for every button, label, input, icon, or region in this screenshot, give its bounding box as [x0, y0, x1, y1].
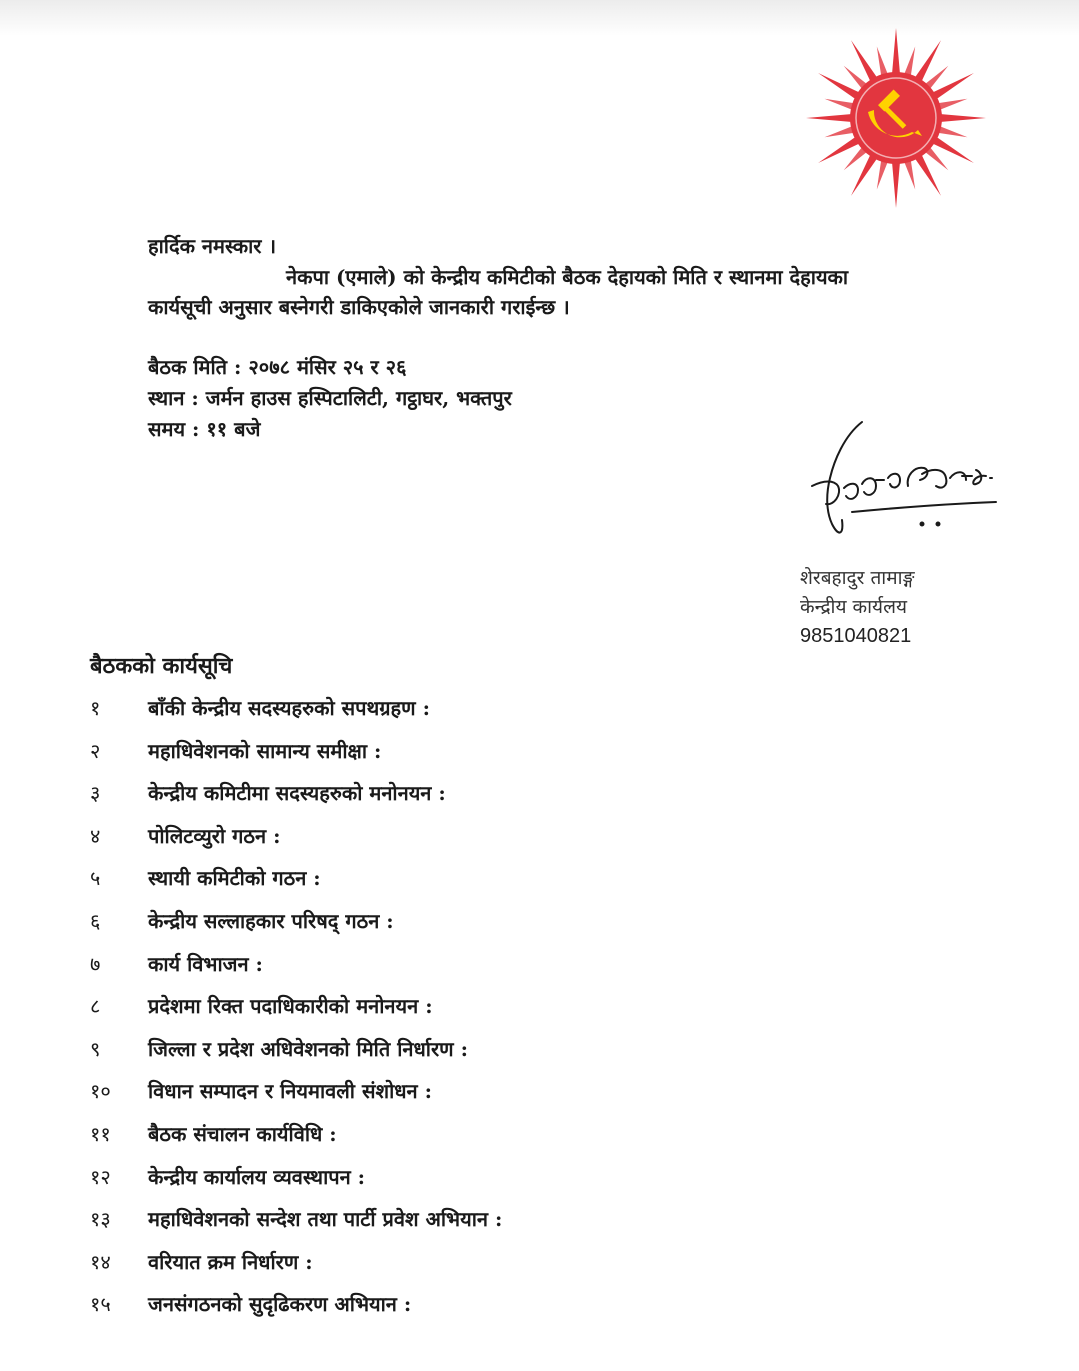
agenda-item-number: १५	[90, 1292, 111, 1317]
emblem-ray	[806, 114, 852, 122]
agenda-item	[90, 688, 502, 731]
emblem-ray	[825, 126, 855, 137]
meeting-date: बैठक मिति : २०७८ मंसिर २५ र २६	[148, 355, 407, 379]
agenda-item-text: बैठक संचालन कार्यविधि :	[148, 1121, 337, 1146]
agenda-item	[90, 1029, 502, 1072]
emblem-ray	[940, 114, 986, 122]
agenda-item-number: १२	[90, 1164, 111, 1189]
emblem-ray	[938, 126, 968, 137]
agenda-item-number: ७	[90, 951, 101, 976]
agenda-item-number: ५	[90, 866, 101, 891]
agenda-item	[90, 1284, 502, 1327]
agenda-item	[90, 858, 502, 901]
agenda-item	[90, 1157, 502, 1200]
signer-name: शेरबहादुर तामाङ्ग	[800, 567, 915, 589]
agenda-item-number: १	[90, 696, 101, 720]
agenda-item-number: ८	[90, 994, 101, 1019]
agenda-item-text: केन्द्रीय कमिटीमा सदस्यहरुको मनोनयन :	[148, 781, 446, 806]
intro-line-2: कार्यसूची अनुसार बस्नेगरी डाकिएकोले जानकारी गराईन्छ ।	[148, 295, 570, 319]
emblem-ray	[892, 162, 900, 208]
agenda-item-text: स्थायी कमिटीको गठन :	[148, 866, 321, 891]
emblem-ray	[825, 99, 855, 110]
agenda-item-text: वरियात क्रम निर्धारण :	[148, 1249, 313, 1274]
emblem-ray	[904, 47, 915, 77]
agenda-item	[90, 1199, 502, 1242]
agenda-item-text: महाधिवेशनको सामान्य समीक्षा :	[148, 738, 382, 763]
agenda-list	[90, 688, 502, 1327]
signer-block	[800, 564, 915, 651]
intro-paragraph	[148, 262, 938, 322]
signer-office: केन्द्रीय कार्यलय	[800, 596, 907, 618]
party-emblem-icon	[804, 26, 988, 210]
agenda-item	[90, 1114, 502, 1157]
agenda-item-number: ११	[90, 1121, 111, 1146]
agenda-item	[90, 986, 502, 1029]
agenda-item	[90, 773, 502, 816]
agenda-item	[90, 1071, 502, 1114]
agenda-item-text: विधान सम्पादन र नियमावली संशोधन :	[148, 1079, 432, 1104]
emblem-ray	[938, 99, 968, 110]
handwritten-signature	[804, 416, 1004, 544]
agenda-item-text: प्रदेशमा रिक्त पदाधिकारीको मनोनयन :	[148, 994, 433, 1019]
agenda-item-number: ४	[90, 823, 101, 848]
meeting-time: समय : ११ बजे	[148, 417, 261, 441]
meeting-details	[148, 352, 512, 445]
agenda-title: बैठकको कार्यसूचि	[90, 653, 233, 679]
agenda-item-text: जिल्ला र प्रदेश अधिवेशनको मिति निर्धारण :	[148, 1036, 468, 1061]
agenda-item	[90, 816, 502, 859]
agenda-item	[90, 1242, 502, 1285]
agenda-item-text: केन्द्रीय सल्लाहकार परिषद् गठन :	[148, 908, 394, 933]
signer-phone: 9851040821	[800, 625, 912, 647]
meeting-venue: स्थान : जर्मन हाउस हस्पिटालिटी, गट्ठाघर, भक्तपुर	[148, 386, 512, 410]
emblem-ray	[877, 160, 888, 190]
agenda-item-number: ९	[90, 1036, 101, 1061]
greeting: हार्दिक नमस्कार ।	[148, 234, 277, 258]
agenda-item	[90, 944, 502, 987]
agenda-item-text: जनसंगठनको सुदृढिकरण अभियान :	[148, 1292, 412, 1317]
agenda-item-number: १०	[90, 1079, 111, 1104]
agenda-item-number: २	[90, 738, 101, 763]
agenda-item-text: बाँकी केन्द्रीय सदस्यहरुको सपथग्रहण :	[148, 696, 430, 720]
emblem-ray	[904, 160, 915, 190]
agenda-item	[90, 731, 502, 774]
agenda-item-number: १३	[90, 1207, 111, 1232]
agenda-item-number: ३	[90, 781, 101, 806]
emblem-ray	[892, 28, 900, 74]
agenda-item-text: महाधिवेशनको सन्देश तथा पार्टी प्रवेश अभियान :	[148, 1207, 503, 1232]
agenda-item-text: पोलिटव्युरो गठन :	[148, 823, 281, 848]
agenda-item-text: कार्य विभाजन :	[148, 951, 263, 976]
intro-line-1: नेकपा (एमाले) को केन्द्रीय कमिटीको बैठक देहायको मिति र स्थानमा देहायका	[286, 265, 849, 289]
agenda-item-number: ६	[90, 908, 101, 933]
agenda-item-number: १४	[90, 1249, 111, 1274]
agenda-item	[90, 901, 502, 944]
agenda-item-text: केन्द्रीय कार्यालय व्यवस्थापन :	[148, 1164, 366, 1189]
emblem-ray	[877, 47, 888, 77]
